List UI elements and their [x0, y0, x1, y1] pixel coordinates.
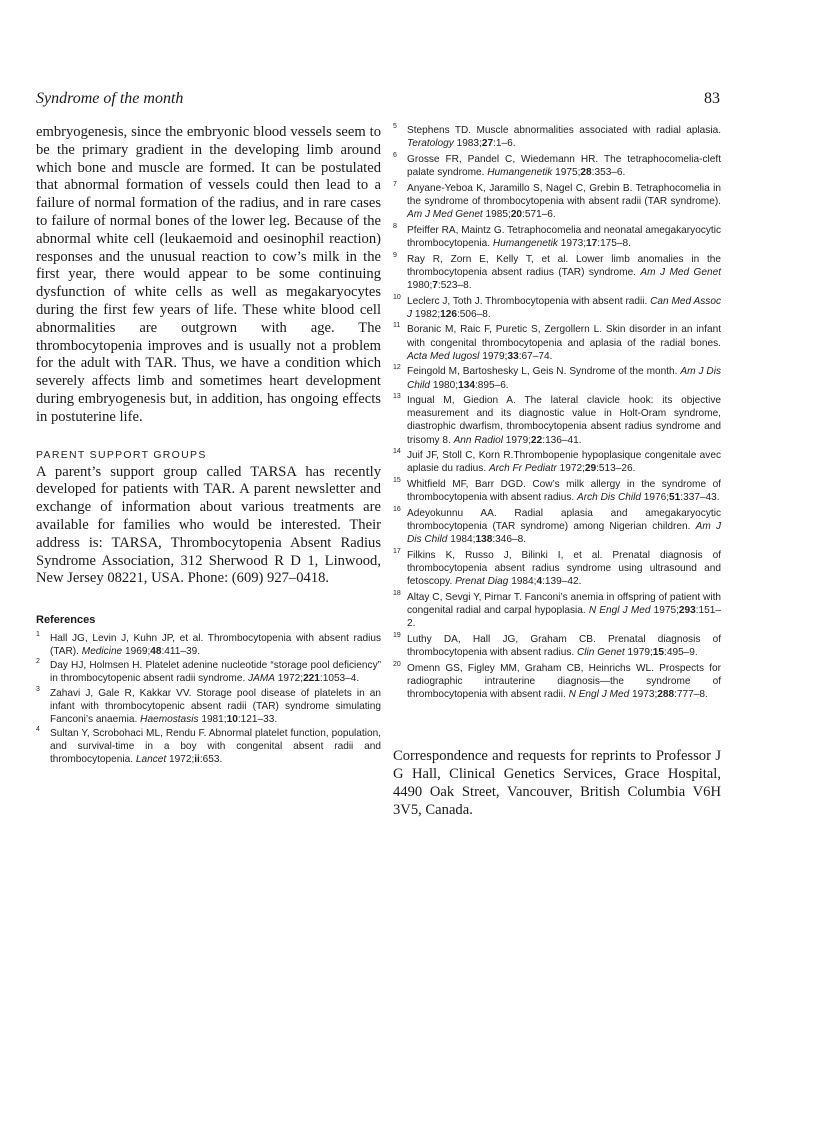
reference-text: Whitfield MF, Barr DGD. Cow’s milk allergy in the syndrome of thrombocytopenia with absent radius.	[407, 479, 721, 504]
reference-volume: 17	[586, 237, 598, 249]
reference-pages: :353–6.	[591, 166, 626, 178]
reference-year: 1983;	[456, 138, 482, 150]
reference-text: Ingual M, Giedion A. The lateral clavicle hook: its objective measurement and its diagnostic value in Holt-Oram syndrome, diastrophic dwarfism, thrombocytopenia absent radius syndrome and trisomy 8.	[407, 395, 721, 446]
reference-item	[393, 182, 721, 221]
reference-journal: Am J Dis Child	[407, 521, 721, 546]
reference-number: 9	[393, 251, 397, 259]
reference-year: 1976;	[643, 492, 670, 504]
reference-number: 14	[393, 448, 401, 456]
reference-number: 12	[393, 364, 401, 372]
reference-number: 2	[36, 658, 40, 666]
reference-number: 20	[393, 660, 401, 668]
references-list-right	[393, 124, 721, 701]
reference-journal: Ann Radiol	[453, 434, 503, 446]
reference-item	[393, 365, 721, 391]
reference-pages: :777–8.	[674, 689, 708, 701]
reference-journal: Am J Dis Child	[407, 366, 722, 391]
reference-pages: :1–6.	[493, 138, 516, 150]
reference-item	[36, 659, 381, 685]
reference-volume: 221	[303, 673, 320, 685]
reference-pages: :175–8.	[597, 237, 631, 249]
reference-journal: N Engl J Med	[568, 689, 630, 701]
reference-volume: 20	[510, 208, 523, 220]
reference-text: Altay C, Sevgi Y, Pirnar T. Fanconi’s anemia in offspring of patient with congenital radial and carpal hypoplasia.	[407, 592, 721, 617]
reference-number: 1	[36, 631, 40, 639]
reference-journal: Teratology	[407, 138, 454, 150]
reference-number: 11	[393, 322, 401, 330]
reference-pages: :513–26.	[596, 463, 636, 475]
reference-item	[393, 662, 721, 701]
reference-volume: 126	[440, 308, 457, 320]
reference-year: 1985;	[485, 208, 511, 220]
reference-text: Ray R, Zorn E, Kelly T, et al. Lower limb anomalies in the thrombocytopenia absent radius (TAR) syndrome.	[407, 253, 721, 278]
reference-journal: Medicine	[81, 646, 123, 658]
body-paragraph: embryogenesis, since the embryonic blood vessels seem to be the primary gradient in the developing limb around which bone and muscle are formed. It can be postulated that abnormal formation of vessels could then lead to a failure of normal formation of the radius, and in rare cases to failure of normal bones of the lower leg. Because of the abnormal white cell (leukaemoid and oesinophil reaction) responses and the unusual reaction to cow’s milk in the first year, there would appear to be some continuing dysfunction of white cells as well as megakaryocytes during the first few years of life. These white blood cell abnormalities are outgrown with age. The thrombocytopenia improves and is usually not a problem for the adult with TAR. Thus, we have a condition which severely affects limb and sometimes heart development during embryogenesis but, in addition, has ongoing effects in postuterine life.	[36, 124, 381, 425]
reference-item	[393, 224, 721, 250]
right-column	[393, 124, 721, 834]
reference-year: 1979;	[505, 434, 532, 446]
reference-number: 3	[36, 685, 40, 693]
reference-item	[36, 687, 381, 726]
reference-volume: 28	[580, 166, 592, 178]
reference-pages: :151–2.	[407, 605, 722, 630]
reference-item	[393, 478, 721, 504]
running-title: Syndrome of the month	[36, 90, 184, 107]
reference-item	[393, 549, 721, 588]
reference-volume: 22	[531, 434, 543, 446]
reference-volume: 138	[475, 534, 493, 546]
reference-item	[393, 153, 721, 179]
reference-number: 16	[393, 506, 401, 514]
reference-year: 1980;	[432, 379, 459, 391]
left-column	[36, 124, 381, 767]
reference-journal: Am J Med Genet	[640, 266, 721, 278]
reference-journal: JAMA	[248, 673, 275, 685]
reference-number: 13	[393, 393, 401, 401]
reference-item	[393, 507, 721, 546]
reference-volume: 293	[678, 605, 696, 617]
reference-text: Juif JF, Stoll C, Korn R.Thrombopenie hypoplasique congenitale avec aplasie du radius.	[407, 450, 721, 475]
reference-item	[393, 633, 721, 659]
page-header	[36, 90, 720, 114]
reference-year: 1984;	[511, 576, 537, 588]
reference-pages: :506–8.	[456, 308, 491, 320]
reference-volume: 4	[536, 576, 543, 588]
reference-volume: 33	[507, 350, 519, 362]
reference-volume: 10	[226, 713, 238, 725]
reference-number: 15	[393, 477, 401, 485]
reference-volume: 288	[657, 689, 675, 701]
reference-journal: N Engl J Med	[588, 605, 651, 617]
reference-item	[393, 323, 721, 362]
reference-journal: Prenat Diag	[455, 576, 509, 588]
reference-journal: Arch Dis Child	[577, 492, 641, 504]
reference-year: 1981;	[201, 713, 227, 725]
reference-year: 1982;	[414, 308, 441, 320]
reference-text: Zahavi J, Gale R, Kakkar VV. Storage pool disease of platelets in an infant with thrombocytopenic absent radii (TAR) syndrome simulating Fanconi’s anaemia.	[50, 687, 381, 725]
parent-groups-heading: PARENT SUPPORT GROUPS	[36, 448, 207, 461]
reference-year: 1972;	[168, 753, 195, 765]
reference-journal: Arch Fr Pediatr	[488, 463, 557, 475]
reference-text: Feingold M, Bartoshesky L, Geis N. Syndrome of the month.	[407, 366, 678, 378]
reference-journal: Clin Genet	[577, 647, 625, 659]
reference-journal: Haemostasis	[140, 713, 199, 725]
reference-text: Luthy DA, Hall JG, Graham CB. Prenatal diagnosis of thrombocytopenia with absent radius.	[407, 634, 721, 659]
reference-volume: 29	[584, 463, 597, 475]
reference-item	[36, 727, 381, 766]
reference-text: Leclerc J, Toth J. Thrombocytopenia with absent radii.	[407, 295, 648, 307]
reference-text: Filkins K, Russo J, Bilinki I, et al. Prenatal diagnosis of thrombocytopenia absent radius syndrome using ultrasound and fetoscopy.	[407, 550, 721, 588]
reference-year: 1975;	[653, 605, 679, 617]
reference-item	[393, 394, 721, 446]
reference-volume: ii	[194, 753, 200, 765]
reference-text: Hall JG, Levin J, Kuhn JP, et al. Thrombocytopenia with absent radius (TAR).	[50, 633, 381, 658]
reference-year: 1972;	[277, 673, 304, 685]
reference-text: Grosse FR, Pandel C, Wiedemann HR. The tetraphocomelia-cleft palate syndrome.	[407, 153, 721, 178]
reference-volume: 134	[458, 379, 475, 391]
references-list-left	[36, 632, 381, 766]
reference-text: Anyane-Yeboa K, Jaramillo S, Nagel C, Grebin B. Tetraphocomelia in the syndrome of thrombocytopenia with absent radii (TAR syndrome).	[407, 182, 721, 207]
reference-year: 1979;	[627, 647, 653, 659]
reference-text: Sultan Y, Scrobohaci ML, Rendu F. Abnormal platelet function, population, and survival-time in a boy with congenital absent radii and thrombocytopenia.	[50, 727, 381, 765]
reference-item	[393, 591, 721, 630]
correspondence-note: Correspondence and requests for reprints to Professor J G Hall, Clinical Genetics Services, Grace Hospital, 4490 Oak Street, Vancouver, British Columbia V6H 3V5, Canada.	[393, 748, 721, 819]
reference-volume: 27	[481, 138, 494, 150]
reference-pages: :346–8.	[492, 534, 526, 546]
reference-text: Omenn GS, Figley MM, Graham CB, Heinrichs WL. Prospects for radiographic intrauterine diagnosis—the syndrome of thrombocytopenia with absent radii.	[407, 662, 721, 701]
reference-text: Day HJ, Holmsen H. Platelet adenine nucleotide “storage pool deficiency” in thrombocytopenic absent radii syndrome.	[50, 660, 381, 685]
reference-pages: :895–6.	[474, 379, 509, 391]
reference-year: 1980;	[407, 279, 433, 291]
reference-item	[36, 632, 381, 658]
references-heading: References	[36, 614, 96, 627]
reference-year: 1979;	[482, 350, 508, 362]
reference-item	[393, 124, 721, 150]
reference-pages: :139–42.	[542, 576, 582, 588]
reference-item	[393, 253, 721, 292]
reference-volume: 48	[150, 646, 162, 658]
reference-pages: :523–8.	[437, 279, 472, 291]
reference-journal: Acta Med Iugosl	[407, 350, 480, 362]
reference-volume: 15	[652, 647, 665, 659]
page-number: 83	[704, 90, 720, 107]
reference-pages: :121–33.	[237, 713, 278, 725]
reference-year: 1973;	[560, 237, 587, 249]
reference-year: 1973;	[632, 689, 658, 701]
reference-number: 8	[393, 222, 397, 230]
reference-year: 1969;	[125, 646, 151, 658]
reference-number: 5	[393, 123, 397, 130]
reference-number: 6	[393, 151, 397, 159]
reference-journal: Can Med Assoc J	[407, 295, 722, 320]
reference-pages: :495–9.	[664, 647, 698, 659]
reference-journal: Am J Med Genet	[407, 208, 483, 220]
reference-item	[393, 295, 721, 321]
reference-pages: :411–39.	[161, 646, 201, 658]
reference-number: 18	[393, 590, 401, 598]
reference-number: 10	[393, 293, 401, 301]
reference-text: Boranic M, Raic F, Puretic S, Zergollern L. Skin disorder in an infant with congenital thrombocytopenia and aplasia of the radial bones.	[407, 324, 721, 349]
reference-text: Stephens TD. Muscle abnormalities associated with radial aplasia.	[407, 125, 721, 136]
reference-text: Adeyokunnu AA. Radial aplasia and amegakaryocytic thrombocytopenia (TAR syndrome) among Nigerian children.	[407, 508, 721, 533]
parent-groups-text: A parent’s support group called TARSA has recently developed for patients with TAR. A parent newsletter and exchange of information about various treatments are available for families who would be interested. Their address is: TARSA, Thrombocytopenia Absent Radius Syndrome Association, 312 Sherwood R D 1, Linwood, New Jersey 08221, USA. Phone: (609) 927–0418.	[36, 463, 381, 587]
reference-pages: :337–43.	[680, 492, 720, 504]
reference-volume: 7	[432, 279, 438, 291]
reference-journal: Lancet	[135, 753, 167, 765]
reference-item	[393, 449, 721, 475]
reference-pages: :1053–4.	[319, 673, 360, 685]
reference-number: 19	[393, 632, 401, 639]
reference-pages: :136–41.	[542, 434, 582, 446]
reference-pages: :571–6.	[522, 208, 556, 220]
reference-number: 7	[393, 180, 397, 188]
reference-number: 17	[393, 548, 401, 556]
reference-journal: Humangenetik	[487, 166, 553, 178]
reference-text: Pfeiffer RA, Maintz G. Tetraphocomelia and neonatal amegakaryocytic thrombocytopenia.	[407, 224, 721, 249]
reference-year: 1975;	[555, 166, 581, 178]
reference-journal: Humangenetik	[492, 237, 558, 249]
reference-year: 1972;	[559, 463, 585, 475]
reference-pages: :67–74.	[518, 350, 553, 362]
reference-volume: 51	[669, 492, 681, 504]
reference-pages: :653.	[199, 753, 223, 765]
reference-number: 4	[36, 725, 40, 733]
reference-year: 1984;	[450, 534, 476, 546]
